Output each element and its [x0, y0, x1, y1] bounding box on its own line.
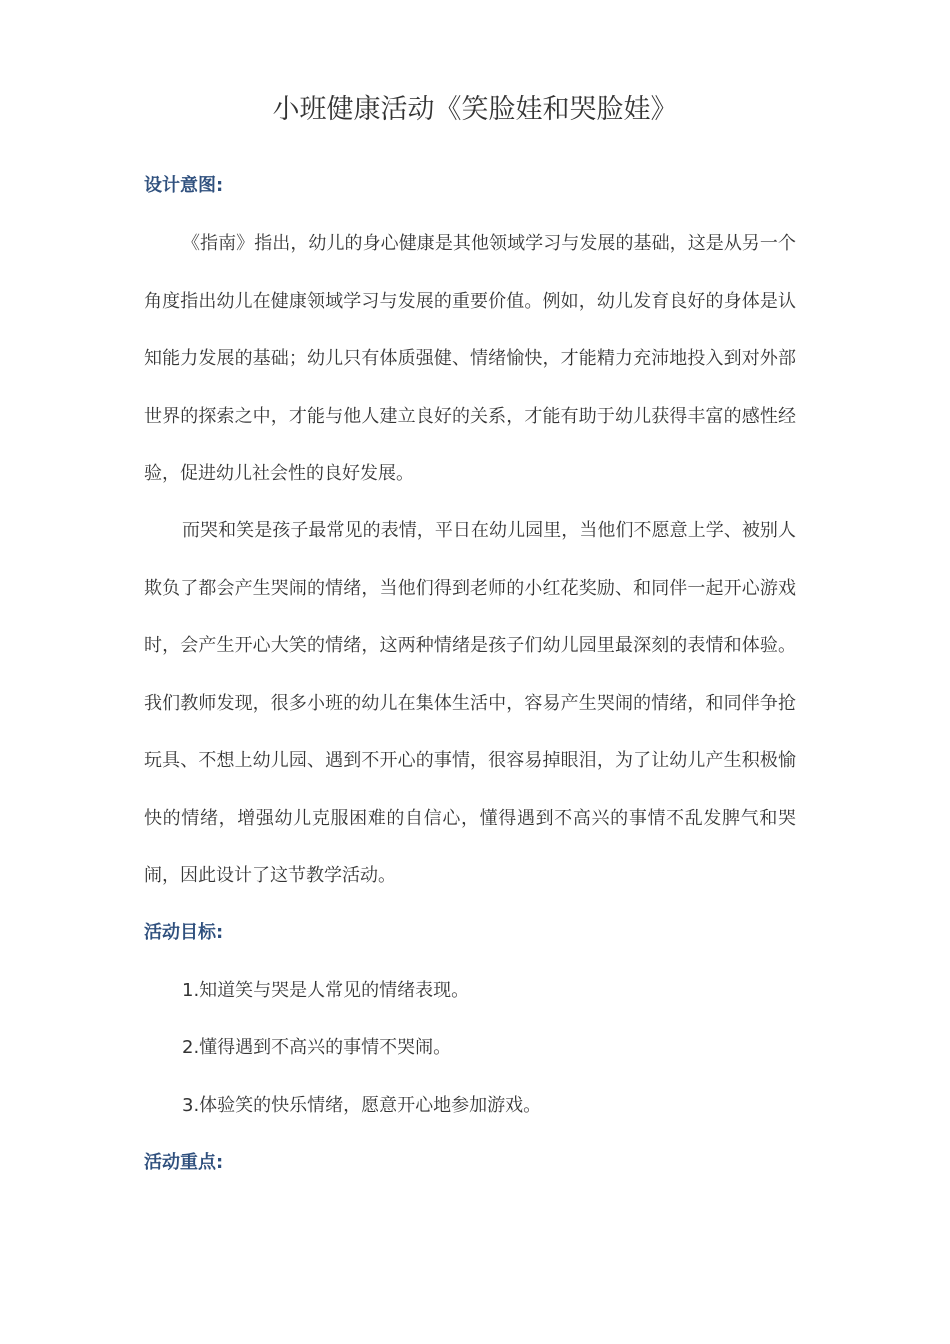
design-intent-paragraph-1: 《指南》指出，幼儿的身心健康是其他领域学习与发展的基础，这是从另一个角度指出幼儿在健康领域学习与发展的重要价值。例如，幼儿发育良好的身体是认知能力发展的基础；幼儿只有体质强健、情绪愉快，才能精力充沛地投入到对外部世界的探索之中，才能与他人建立良好的关系，才能有助于幼儿获得丰富的感性经验，促进幼儿社会性的良好发展。 [144, 233, 796, 484]
goal-item-3: 3.体验笑的快乐情绪，愿意开心地参加游戏。 [182, 1095, 542, 1116]
goals-heading: 活动目标: [144, 922, 224, 943]
design-intent-heading: 设计意图: [144, 175, 224, 196]
document-title: 小班健康活动《笑脸娃和哭脸娃》 [272, 94, 678, 125]
design-intent-paragraph-2: 而哭和笑是孩子最常见的表情，平日在幼儿园里，当他们不愿意上学、被别人欺负了都会产生哭闹的情绪，当他们得到老师的小红花奖励、和同伴一起开心游戏时，会产生开心大笑的情绪，这两种情绪是孩子们幼儿园里最深刻的表情和体验。我们教师发现，很多小班的幼儿在集体生活中，容易产生哭闹的情绪，和同伴争抢玩具、不想上幼儿园、遇到不开心的事情，很容易掉眼泪，为了让幼儿产生积极愉快的情绪，增强幼儿克服困难的自信心，懂得遇到不高兴的事情不乱发脾气和哭闹，因此设计了这节教学活动。 [144, 520, 796, 886]
goal-item-2: 2.懂得遇到不高兴的事情不哭闹。 [182, 1037, 452, 1058]
goal-item-1: 1.知道笑与哭是人常见的情绪表现。 [182, 980, 470, 1001]
focus-heading: 活动重点: [144, 1152, 224, 1173]
